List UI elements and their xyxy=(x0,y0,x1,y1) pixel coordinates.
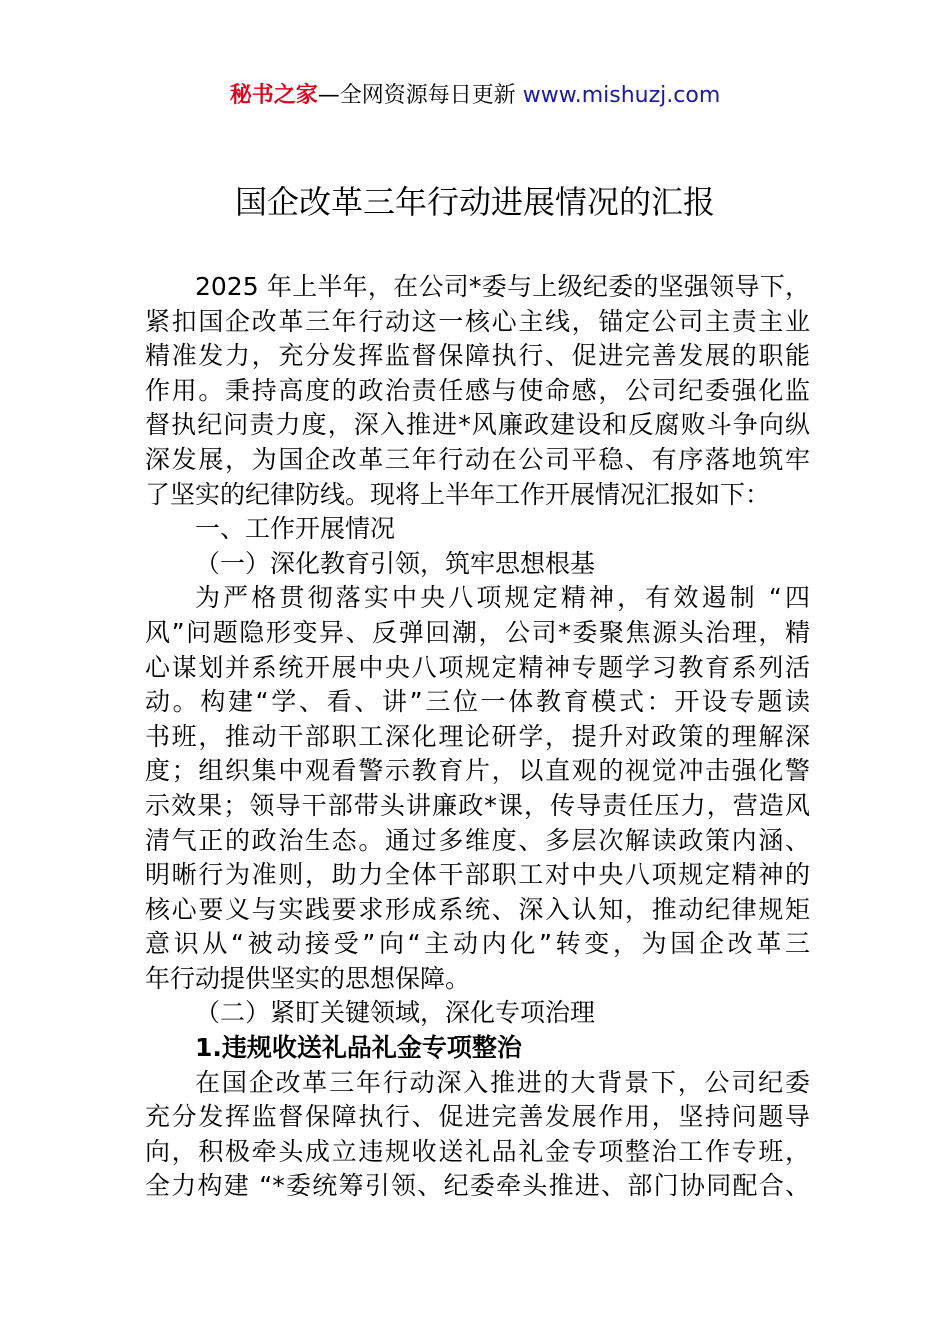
paragraph-line: 精准发力，充分发挥监督保障执行、促进完善发展的职能 xyxy=(145,341,810,371)
paragraph-line: 风”问题隐形变异、反弹回潮，公司*委聚焦源头治理，精 xyxy=(145,617,810,647)
subsection-heading: （一）深化教育引领，筑牢思想根基 xyxy=(195,548,596,578)
paragraph-line: 了坚实的纪律防线。现将上半年工作开展情况汇报如下： xyxy=(145,479,771,509)
paragraph-line: 清气正的政治生态。通过多维度、多层次解读政策内涵、 xyxy=(145,825,810,855)
paragraph-line: 向，积极牵头成立违规收送礼品礼金专项整治工作专班， xyxy=(145,1136,810,1166)
paragraph-line: 督执纪问责力度，深入推进*风廉政建设和反腐败斗争向纵 xyxy=(145,410,810,440)
paragraph-line: 作用。秉持高度的政治责任感与使命感，公司纪委强化监 xyxy=(145,375,810,405)
site-header xyxy=(0,80,950,112)
paragraph-line: 动。构建“学、看、讲”三位一体教育模式：开设专题读 xyxy=(145,687,810,717)
item-heading: 1.违规收送礼品礼金专项整治 xyxy=(195,1033,522,1063)
paragraph-line: 2025 年上半年，在公司*委与上级纪委的坚强领导下， xyxy=(195,272,810,301)
paragraph-line: 年行动提供坚实的思想保障。 xyxy=(145,963,471,993)
paragraph-line: 在国企改革三年行动深入推进的大背景下，公司纪委 xyxy=(195,1067,810,1097)
section-heading: 一、工作开展情况 xyxy=(195,514,396,544)
paragraph-line: 示效果；领导干部带头讲廉政*课，传导责任压力，营造风 xyxy=(145,790,810,820)
paragraph-line: 意识从“被动接受”向“主动内化”转变，为国企改革三 xyxy=(145,929,810,959)
paragraph-line: 心谋划并系统开展中央八项规定精神专题学习教育系列活 xyxy=(145,652,810,682)
paragraph-line: 核心要义与实践要求形成系统、深入认知，推动纪律规矩 xyxy=(145,894,810,924)
paragraph-line: 明晰行为准则，助力全体干部职工对中央八项规定精神的 xyxy=(145,860,810,890)
paragraph-line: 度；组织集中观看警示教育片，以直观的视觉冲击强化警 xyxy=(145,756,810,786)
document-title: 国企改革三年行动进展情况的汇报 xyxy=(234,183,715,221)
paragraph-line: 为严格贯彻落实中央八项规定精神，有效遏制 “四 xyxy=(195,583,810,613)
paragraph-line: 深发展，为国企改革三年行动在公司平稳、有序落地筑牢 xyxy=(145,444,810,474)
subsection-heading: （二）紧盯关键领域，深化专项治理 xyxy=(195,998,596,1028)
paragraph-line: 书班，推动干部职工深化理论研学，提升对政策的理解深 xyxy=(145,721,810,751)
site-tagline: —全网资源每日更新 xyxy=(317,83,523,108)
site-brand: 秘书之家 xyxy=(229,83,318,108)
paragraph-line: 充分发挥监督保障执行、促进完善发展作用，坚持问题导 xyxy=(145,1102,810,1132)
paragraph-line: 全力构建 “*委统筹引领、纪委牵头推进、部门协同配合、 xyxy=(145,1171,810,1201)
site-url-link[interactable]: www.mishuzj.com xyxy=(522,83,721,108)
document-body xyxy=(145,270,810,1204)
paragraph-line: 紧扣国企改革三年行动这一核心主线，锚定公司主责主业 xyxy=(145,306,810,336)
